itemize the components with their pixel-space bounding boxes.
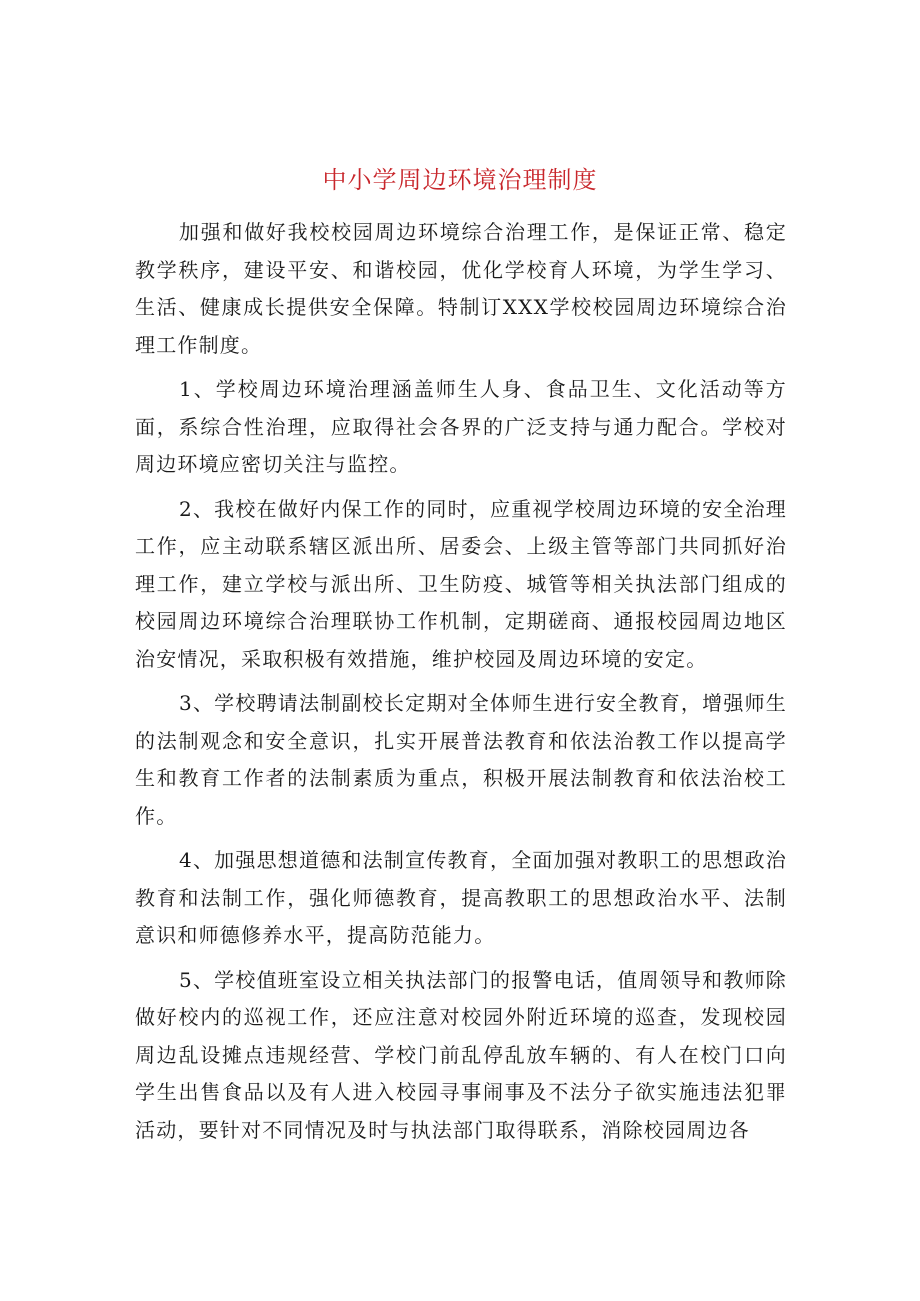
paragraph-item-3: 3、学校聘请法制副校长定期对全体师生进行安全教育，增强师生的法制观念和安全意识，扎实开展普法教育和依法治教工作以提高学生和教育工作者的法制素质为重点，积极开展法制教育和依法治校工作。: [135, 691, 787, 828]
paragraph-item-5: 5、学校值班室设立相关执法部门的报警电话，值周领导和教师除做好校内的巡视工作，还应注意对校园外附近环境的巡查，发现校园周边乱设摊点违规经营、学校门前乱停乱放车辆的、有人在校门口向学生出售食品以及有人进入校园寻事闹事及不法分子欲实施违法犯罪活动，要针对不同情况及时与执法部门取得联系，消除校园周边各: [135, 967, 787, 1142]
paragraph-item-2: 2、我校在做好内保工作的同时，应重视学校周边环境的安全治理工作，应主动联系辖区派出所、居委会、上级主管等部门共同抓好治理工作，建立学校与派出所、卫生防疫、城管等相关执法部门组成的校园周边环境综合治理联协工作机制，定期磋商、通报校园周边地区治安情况，采取积极有效措施，维护校园及周边环境的安定。: [135, 496, 787, 671]
paragraph-item-1: 1、学校周边环境治理涵盖师生人身、食品卫生、文化活动等方面，系综合性治理，应取得社会各界的广泛支持与通力配合。学校对周边环境应密切关注与监控。: [135, 377, 787, 476]
document-title: 中小学周边环境治理制度: [322, 166, 598, 194]
document-body: [135, 214, 787, 1156]
paragraph-item-4: 4、加强思想道德和法制宣传教育，全面加强对教职工的思想政治教育和法制工作，强化师德教育，提高教职工的思想政治水平、法制意识和师德修养水平，提高防范能力。: [135, 848, 787, 947]
paragraph-intro: 加强和做好我校校园周边环境综合治理工作，是保证正常、稳定教学秩序，建设平安、和谐校园，优化学校育人环境，为学生学习、生活、健康成长提供安全保障。特制订XXX学校校园周边环境综合治理工作制度。: [135, 220, 787, 357]
